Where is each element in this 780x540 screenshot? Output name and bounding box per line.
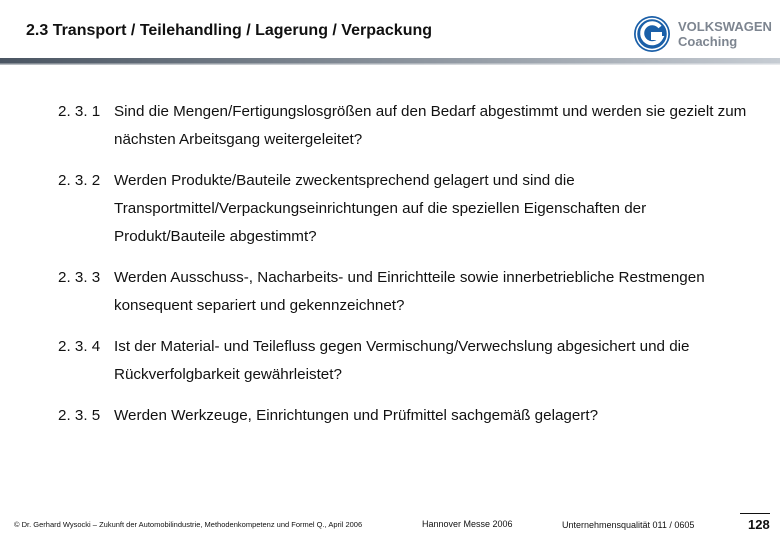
item-text: Werden Produkte/Bauteile zweckentsprechend gelagert und sind die Transportmittel/Verpackungseinrichtungen auf die speziellen Eigenschaften der Produkt/Bauteile abgestimmt? (114, 172, 647, 245)
item-text: Ist der Material- und Teilefluss gegen Vermischung/Verwechslung abgesichert und die Rückverfolgbarkeit gewährleistet? (114, 338, 690, 383)
item-number: 2. 3. 1 (58, 103, 101, 120)
item-number: 2. 3. 3 (58, 269, 101, 286)
question-list (58, 98, 758, 443)
list-item (58, 264, 758, 320)
list-item (58, 402, 758, 430)
footer-event: Hannover Messe 2006 (422, 519, 513, 529)
item-text: Sind die Mengen/Fertigungslosgrößen auf den Bedarf abgestimmt und werden sie gezielt zum nächsten Arbeitsgang weitergeleitet? (114, 103, 747, 148)
volkswagen-coaching-logo (632, 14, 772, 54)
list-item (58, 98, 758, 154)
vw-coaching-logo-icon (632, 14, 672, 54)
logo-line-2: Coaching (678, 34, 738, 49)
item-text: Werden Werkzeuge, Einrichtungen und Prüfmittel sachgemäß gelagert? (114, 407, 599, 424)
page-number-rule (740, 513, 770, 514)
header-rule (0, 58, 780, 65)
footer-doc-ref: Unternehmensqualität 011 / 0605 (562, 520, 695, 530)
list-item (58, 167, 758, 251)
item-number: 2. 3. 2 (58, 172, 101, 189)
item-number: 2. 3. 4 (58, 338, 101, 355)
footer-credit: © Dr. Gerhard Wysocki – Zukunft der Automobilindustrie, Methodenkompetenz und Formel Q., April 2006 (14, 520, 363, 529)
page-number: 128 (748, 517, 770, 532)
item-number: 2. 3. 5 (58, 407, 101, 424)
footer (0, 512, 780, 540)
list-item (58, 333, 758, 389)
item-text: Werden Ausschuss-, Nacharbeits- und Einrichtteile sowie innerbetriebliche Restmengen konsequent separiert und gekennzeichnet? (114, 269, 705, 314)
page-title: 2.3 Transport / Teilehandling / Lagerung / Verpackung (26, 22, 433, 39)
logo-line-1: VOLKSWAGEN (678, 19, 772, 34)
